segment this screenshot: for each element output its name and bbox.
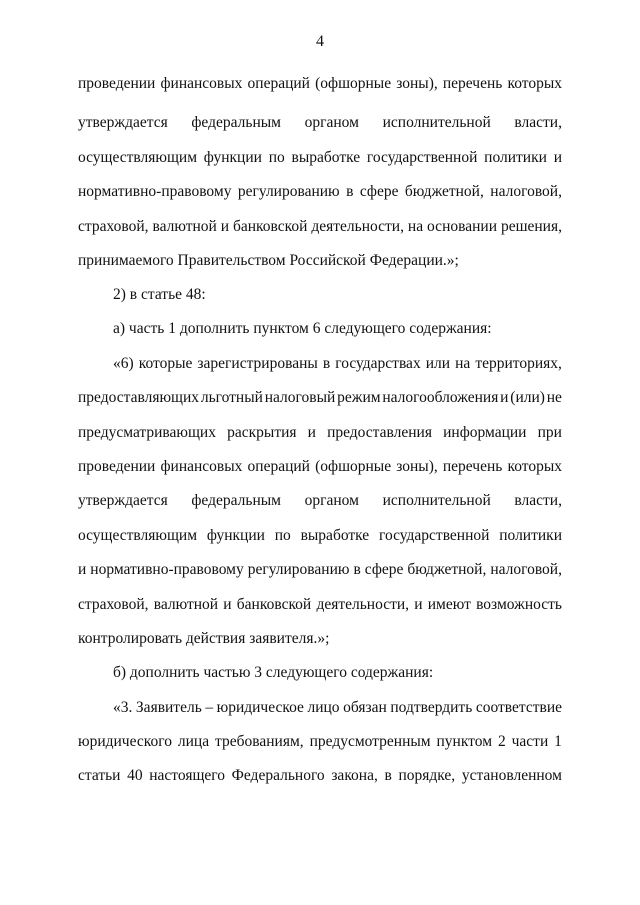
word: юридическое	[216, 699, 304, 716]
document-line	[78, 249, 562, 273]
word: на	[407, 218, 424, 235]
word: федеральным	[191, 114, 281, 131]
word: территориях,	[475, 355, 562, 372]
word: финансовых	[160, 458, 243, 475]
word: установленном	[461, 767, 562, 784]
line-text: б) дополнить частью 3 следующего содержания:	[113, 664, 434, 681]
word: осуществляющим	[78, 527, 198, 544]
word: сфере	[359, 183, 399, 200]
word: и	[307, 424, 316, 441]
word: функции	[206, 527, 265, 544]
document-line	[113, 661, 562, 685]
word: которые	[138, 355, 193, 372]
word: подтвердить	[390, 699, 473, 716]
word: органом	[304, 114, 359, 131]
document-line	[78, 730, 562, 754]
word: страховой,	[78, 596, 149, 613]
word: не	[546, 389, 562, 406]
word: власти,	[514, 492, 562, 509]
line-text: а) часть 1 дополнить пунктом 6 следующего содержания:	[113, 320, 492, 337]
word: утверждается	[78, 492, 168, 509]
word: которых	[507, 75, 562, 92]
word: предоставляющих	[78, 389, 200, 406]
word: и	[223, 596, 232, 613]
word: проведении	[78, 458, 156, 475]
word: юридического	[78, 733, 172, 750]
word: в	[384, 767, 392, 784]
word: финансовых	[160, 75, 243, 92]
word: политики	[499, 527, 562, 544]
word: деятельности,	[311, 218, 404, 235]
word: нормативно-правовому	[78, 183, 232, 200]
word: государствах	[335, 355, 421, 372]
document-line	[78, 489, 562, 513]
word: 1	[554, 733, 562, 750]
word: требованиям,	[215, 733, 304, 750]
word: исполнительной	[382, 492, 491, 509]
word: по	[268, 149, 285, 166]
document-line	[78, 386, 562, 410]
word: банковской	[232, 218, 308, 235]
word: 40	[127, 767, 143, 784]
word: зоны),	[396, 458, 438, 475]
word: настоящего	[149, 767, 225, 784]
document-line	[78, 627, 562, 651]
document-line	[78, 180, 562, 204]
document-line	[78, 146, 562, 170]
word: обязан	[343, 699, 387, 716]
word: перечень	[442, 458, 503, 475]
word: функции	[203, 149, 262, 166]
word: раскрытия	[227, 424, 297, 441]
word: возможность	[476, 596, 562, 613]
word: нормативно-правовому	[90, 561, 244, 578]
word: выработке	[291, 149, 361, 166]
word: банковской	[236, 596, 312, 613]
word: исполнительной	[382, 114, 491, 131]
word: регулированию	[237, 183, 340, 200]
word: которых	[507, 458, 562, 475]
document-line	[113, 317, 562, 341]
word: имеют	[427, 596, 471, 613]
line-text: контролировать действия заявителя.»;	[78, 630, 330, 647]
document-line	[113, 696, 562, 720]
word: (или)	[510, 389, 545, 406]
word: закона,	[331, 767, 378, 784]
word: выработке	[300, 527, 370, 544]
document-line	[78, 111, 562, 135]
word: информации	[443, 424, 527, 441]
word: –	[205, 699, 214, 716]
word: проведении	[78, 75, 156, 92]
word: утверждается	[78, 114, 168, 131]
word: и	[500, 389, 509, 406]
word: бюджетной,	[407, 561, 487, 578]
word: федеральным	[191, 492, 281, 509]
word: режим	[337, 389, 381, 406]
word: (офшорные	[315, 458, 392, 475]
page-number: 4	[316, 33, 324, 50]
word: Федерального	[231, 767, 325, 784]
word: операций	[247, 75, 310, 92]
word: зоны),	[396, 75, 438, 92]
word: решения,	[500, 218, 562, 235]
word: валютной	[152, 218, 217, 235]
word: основании	[427, 218, 497, 235]
word: предоставления	[327, 424, 432, 441]
word: лицо	[307, 699, 340, 716]
word: в	[322, 355, 331, 372]
word: политики	[484, 149, 547, 166]
word: предусмотренным	[309, 733, 431, 750]
word: «3.	[113, 699, 133, 716]
word: зарегистрированы	[197, 355, 318, 372]
word: на	[455, 355, 471, 372]
document-line	[78, 72, 562, 96]
document-line	[78, 421, 562, 445]
word: «6)	[113, 355, 134, 372]
word: пунктом	[436, 733, 493, 750]
word: налоговой,	[490, 561, 562, 578]
document-line	[113, 352, 562, 376]
line-text: 2) в статье 48:	[113, 286, 206, 303]
word: соответствие	[475, 699, 562, 716]
document-line	[78, 558, 562, 582]
word: (офшорные	[315, 75, 392, 92]
line-text: принимаемого Правительством Российской Федерации.»;	[78, 252, 459, 269]
word: налоговой,	[490, 183, 562, 200]
word: валютной	[153, 596, 219, 613]
document-line	[78, 455, 562, 479]
word: или	[425, 355, 451, 372]
document-line	[78, 593, 562, 617]
word: деятельности,	[316, 596, 410, 613]
word: в	[346, 183, 354, 200]
word: в	[353, 561, 361, 578]
word: части	[511, 733, 549, 750]
word: сфере	[364, 561, 404, 578]
word: бюджетной,	[404, 183, 484, 200]
word: предусматривающих	[78, 424, 216, 441]
word: порядке,	[398, 767, 456, 784]
word: статьи	[78, 767, 121, 784]
word: Заявитель	[135, 699, 202, 716]
document-line	[78, 764, 562, 788]
word: осуществляющим	[78, 149, 198, 166]
word: власти,	[514, 114, 562, 131]
word: органом	[304, 492, 359, 509]
word: государственной	[378, 527, 490, 544]
document-line	[78, 215, 562, 239]
word: регулированию	[247, 561, 350, 578]
word: и	[78, 561, 87, 578]
word: перечень	[442, 75, 503, 92]
word: и	[220, 218, 230, 235]
word: 2	[497, 733, 506, 750]
document-line	[78, 524, 562, 548]
word: и	[553, 149, 562, 166]
word: страховой,	[78, 218, 149, 235]
word: лица	[177, 733, 210, 750]
word: операций	[247, 458, 310, 475]
word: и	[414, 596, 423, 613]
document-line	[113, 283, 562, 307]
word: государственной	[366, 149, 478, 166]
word: по	[274, 527, 291, 544]
word: налогообложения	[382, 389, 499, 406]
word: при	[537, 424, 562, 441]
word: льготный	[200, 389, 263, 406]
word: налоговый	[264, 389, 336, 406]
